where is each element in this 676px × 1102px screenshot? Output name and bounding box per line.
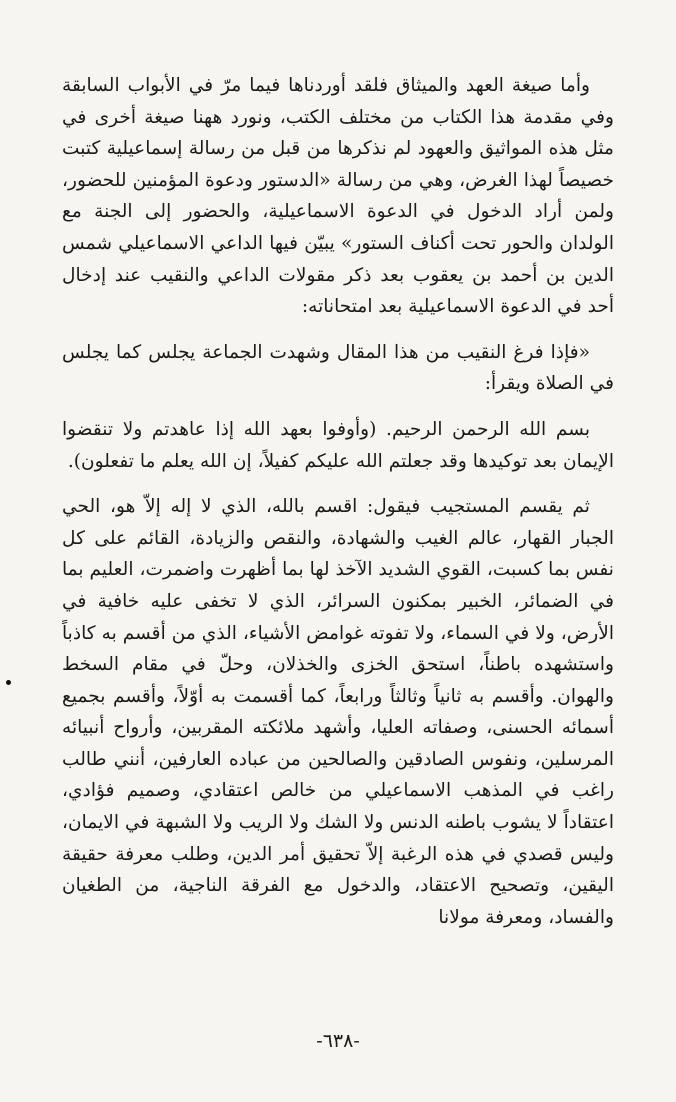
- page-number: -٦٣٨-: [316, 1030, 360, 1052]
- margin-mark: [6, 680, 11, 685]
- page-body: [62, 70, 614, 933]
- paragraph-oath: ثم يقسم المستجيب فيقول: اقسم بالله، الذي لا إله إلاّ هو، الحي الجبار القهار، عالم الغيب والشهادة، والنقص والزيادة، القائم على كل نفس بما كسبت، القوي الشديد الآخذ لها بما أظهرت واضمرت، العليم بما في الضمائر، الخبير بمكنون السرائر، الذي لا تخفى عليه خافية في الأرض، ولا في السماء، ولا تفوته غوامض الأشياء، الذي من أقسم به كاذباً واستشهده باطناً، استحق الخزى والخذلان، وحلّ في مقام السخط والهوان. وأقسم به ثانياً وثالثاً ورابعاً، كما أقسمت به أوّلاً، وأقسم بجميع أسمائه الحسنى، وصفاته العليا، وأشهد ملائكته المقربين، وأرواح أنبيائه المرسلين، ونفوس الصادقين والصالحين من عباده العارفين، أنني طالب راغب في المذهب الاسماعيلي من خالص اعتقادي، وصميم فؤادي، اعتقاداً لا يشوب باطنه الدنس ولا الشك ولا الريب ولا الشبهة في الايمان، وليس قصدي في هذه الرغبة إلاّ تحقيق أمر الدين، وطلب معرفة حقيقة اليقين، وتصحيح الاعتقاد، والدخول مع الفرقة الناجية، من الطغيان والفساد، ومعرفة مولانا: [62, 496, 615, 928]
- paragraph-intro: وأما صيغة العهد والميثاق فلقد أوردناها فيما مرّ في الأبواب السابقة وفي مقدمة هذا الكتاب من مختلف الكتب، ونورد ههنا صيغة أخرى في مثل هذه المواثيق والعهود لم نذكرها من قبل من رسالة إسماعيلية كتبت خصيصاً لهذا الغرض، وهي من رسالة «الدستور ودعوة المؤمنين للحضور، ولمن أراد الدخول في الدعوة الاسماعيلية، والحضور إلى الجنة مع الولدان والحور تحت أكناف الستور» يبيّن فيها الداعي الاسماعيلي شمس الدين بن أحمد بن يعقوب بعد ذكر مقولات الداعي والنقيب عند إدخال أحد في الدعوة الاسماعيلية بعد امتحاناته:: [62, 75, 614, 318]
- paragraph-basmala-verse: بسم الله الرحمن الرحيم. (وأوفوا بعهد الله إذا عاهدتم ولا تنقضوا الإيمان بعد توكيدها وقد جعلتم الله عليكم كفيلاً، إن الله يعلم ما تفعلون).: [62, 418, 614, 472]
- paragraph-quote-opening: «فإذا فرغ النقيب من هذا المقال وشهدت الجماعة يجلس كما يجلس في الصلاة ويقرأ:: [62, 341, 614, 395]
